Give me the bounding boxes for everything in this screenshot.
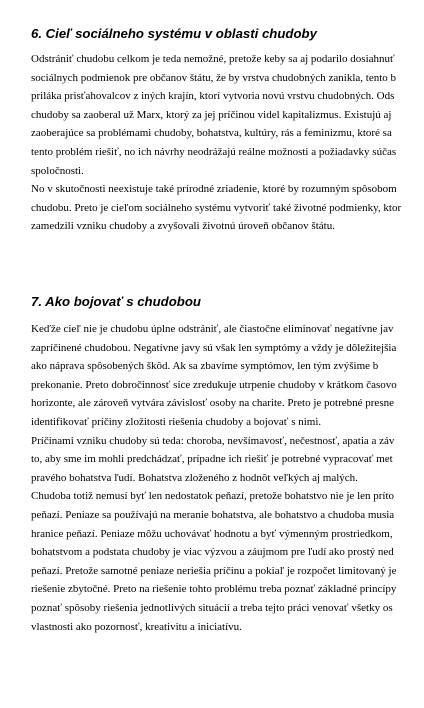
text-line: identifikovať príčiny zložitosti riešenia chudoby a bojovať s nimi. [31,416,322,428]
text-line: vlastnosti ako pozornosť, kreativitu a iniciatívu. [31,620,242,633]
text-line: Chudoba totiž nemusí byť len nedostatok peňazí, pretože bohatstvo nie je len príto [31,490,395,503]
text-line: riešenie zbytočné. Preto na riešenie tohto problému treba poznať základné princípy [31,583,397,596]
text-line: peňazí. Peniaze sa používajú na meranie bohatstva, ale bohatstvo a chudoba musia [31,509,395,521]
text-line: zaoberajúce sa problémami chudoby, bohatstva, kultúry, rás a feminizmu, ktoré sa [31,127,392,140]
text-line: chudoby sa zaoberal už Marx, ktorý za jej príčinou videl kapitalizmus. Existujú aj [31,108,392,121]
text-line: Keďže cieľ nie je chudobu úplne odstrániť, ale čiastočne eliminovať negatívne jav [31,323,394,335]
text-line: horizonte, ale zároveň vytvára závislosť osoby na charite. Preto je potrebné presne [31,397,394,410]
text-line: Odstrániť chudobu celkom je teda nemožné, pretože keby sa aj podarilo dosiahnuť [31,53,395,65]
section-heading: 7. Ako bojovať s chudobou [31,294,201,309]
text-line: bohatstvom a podstata chudoby je viac výzvou a záujmom pre ľudí ako prostý ned [31,546,394,559]
text-line: chudobu. Preto je cieľom sociálneho systému vytvoriť také životné podmienky, ktor [31,201,402,214]
text-line: pravého bohatstva ľudí. Bohatstva zloženého z hodnôt veľkých aj malých. [31,471,358,484]
text-line: hranice peňazí. Peniaze môžu uchovávať hodnotu a byť výmenným prostriedkom, [31,527,393,540]
text-line: poznať spôsoby riešenia jednotlivých situácií a treba tejto práci venovať všetky os [31,602,393,614]
text-line: sociálnych podmienok pre občanov štátu, že by vrstva chudobných zanikla, tento b [31,71,397,84]
text-line: spoločnosti. [31,164,84,177]
text-line: tento problém riešiť, no ich návrhy neodrážajú reálne možnosti a požiadavky súčas [31,146,397,158]
text-line: prekonanie. Preto dobročinnosť síce zredukuje utrpenie chudoby v krátkom časovo [31,378,397,391]
text-line: to, aby sme im mohli predchádzať, prípadne ich riešiť je potrebné vypracovať met [31,453,393,466]
text-line: zapríčinené chudobou. Negatívne javy sú však len symptómy a vždy je dôležitejšia [31,341,397,354]
text-line: zamedzili vzniku chudoby a zvyšovali životnú úroveň občanov štátu. [31,220,335,233]
text-line: priláka prisťahovalcov z iných krajín, ktorí vytvoria novú vrstvu chudobných. Ods [31,90,395,103]
text-line: ako náprava spôsobených škôd. Ak sa zbavíme symptómov, len tým zvýšime b [31,360,379,373]
text-line: Príčinami vzniku chudoby sú teda: choroba, nevšímavosť, nečestnosť, apatia a záv [31,434,395,447]
text-line: peňazí. Pretože samotné peniaze neriešia príčinu a pokiaľ je rozpočet limitovaný je [31,564,397,577]
text-line: No v skutočnosti neexistuje také prírodné zriadenie, ktoré by rozumným spôsobom [31,183,397,196]
section-heading: 6. Cieľ sociálneho systému v oblasti chudoby [31,26,317,41]
